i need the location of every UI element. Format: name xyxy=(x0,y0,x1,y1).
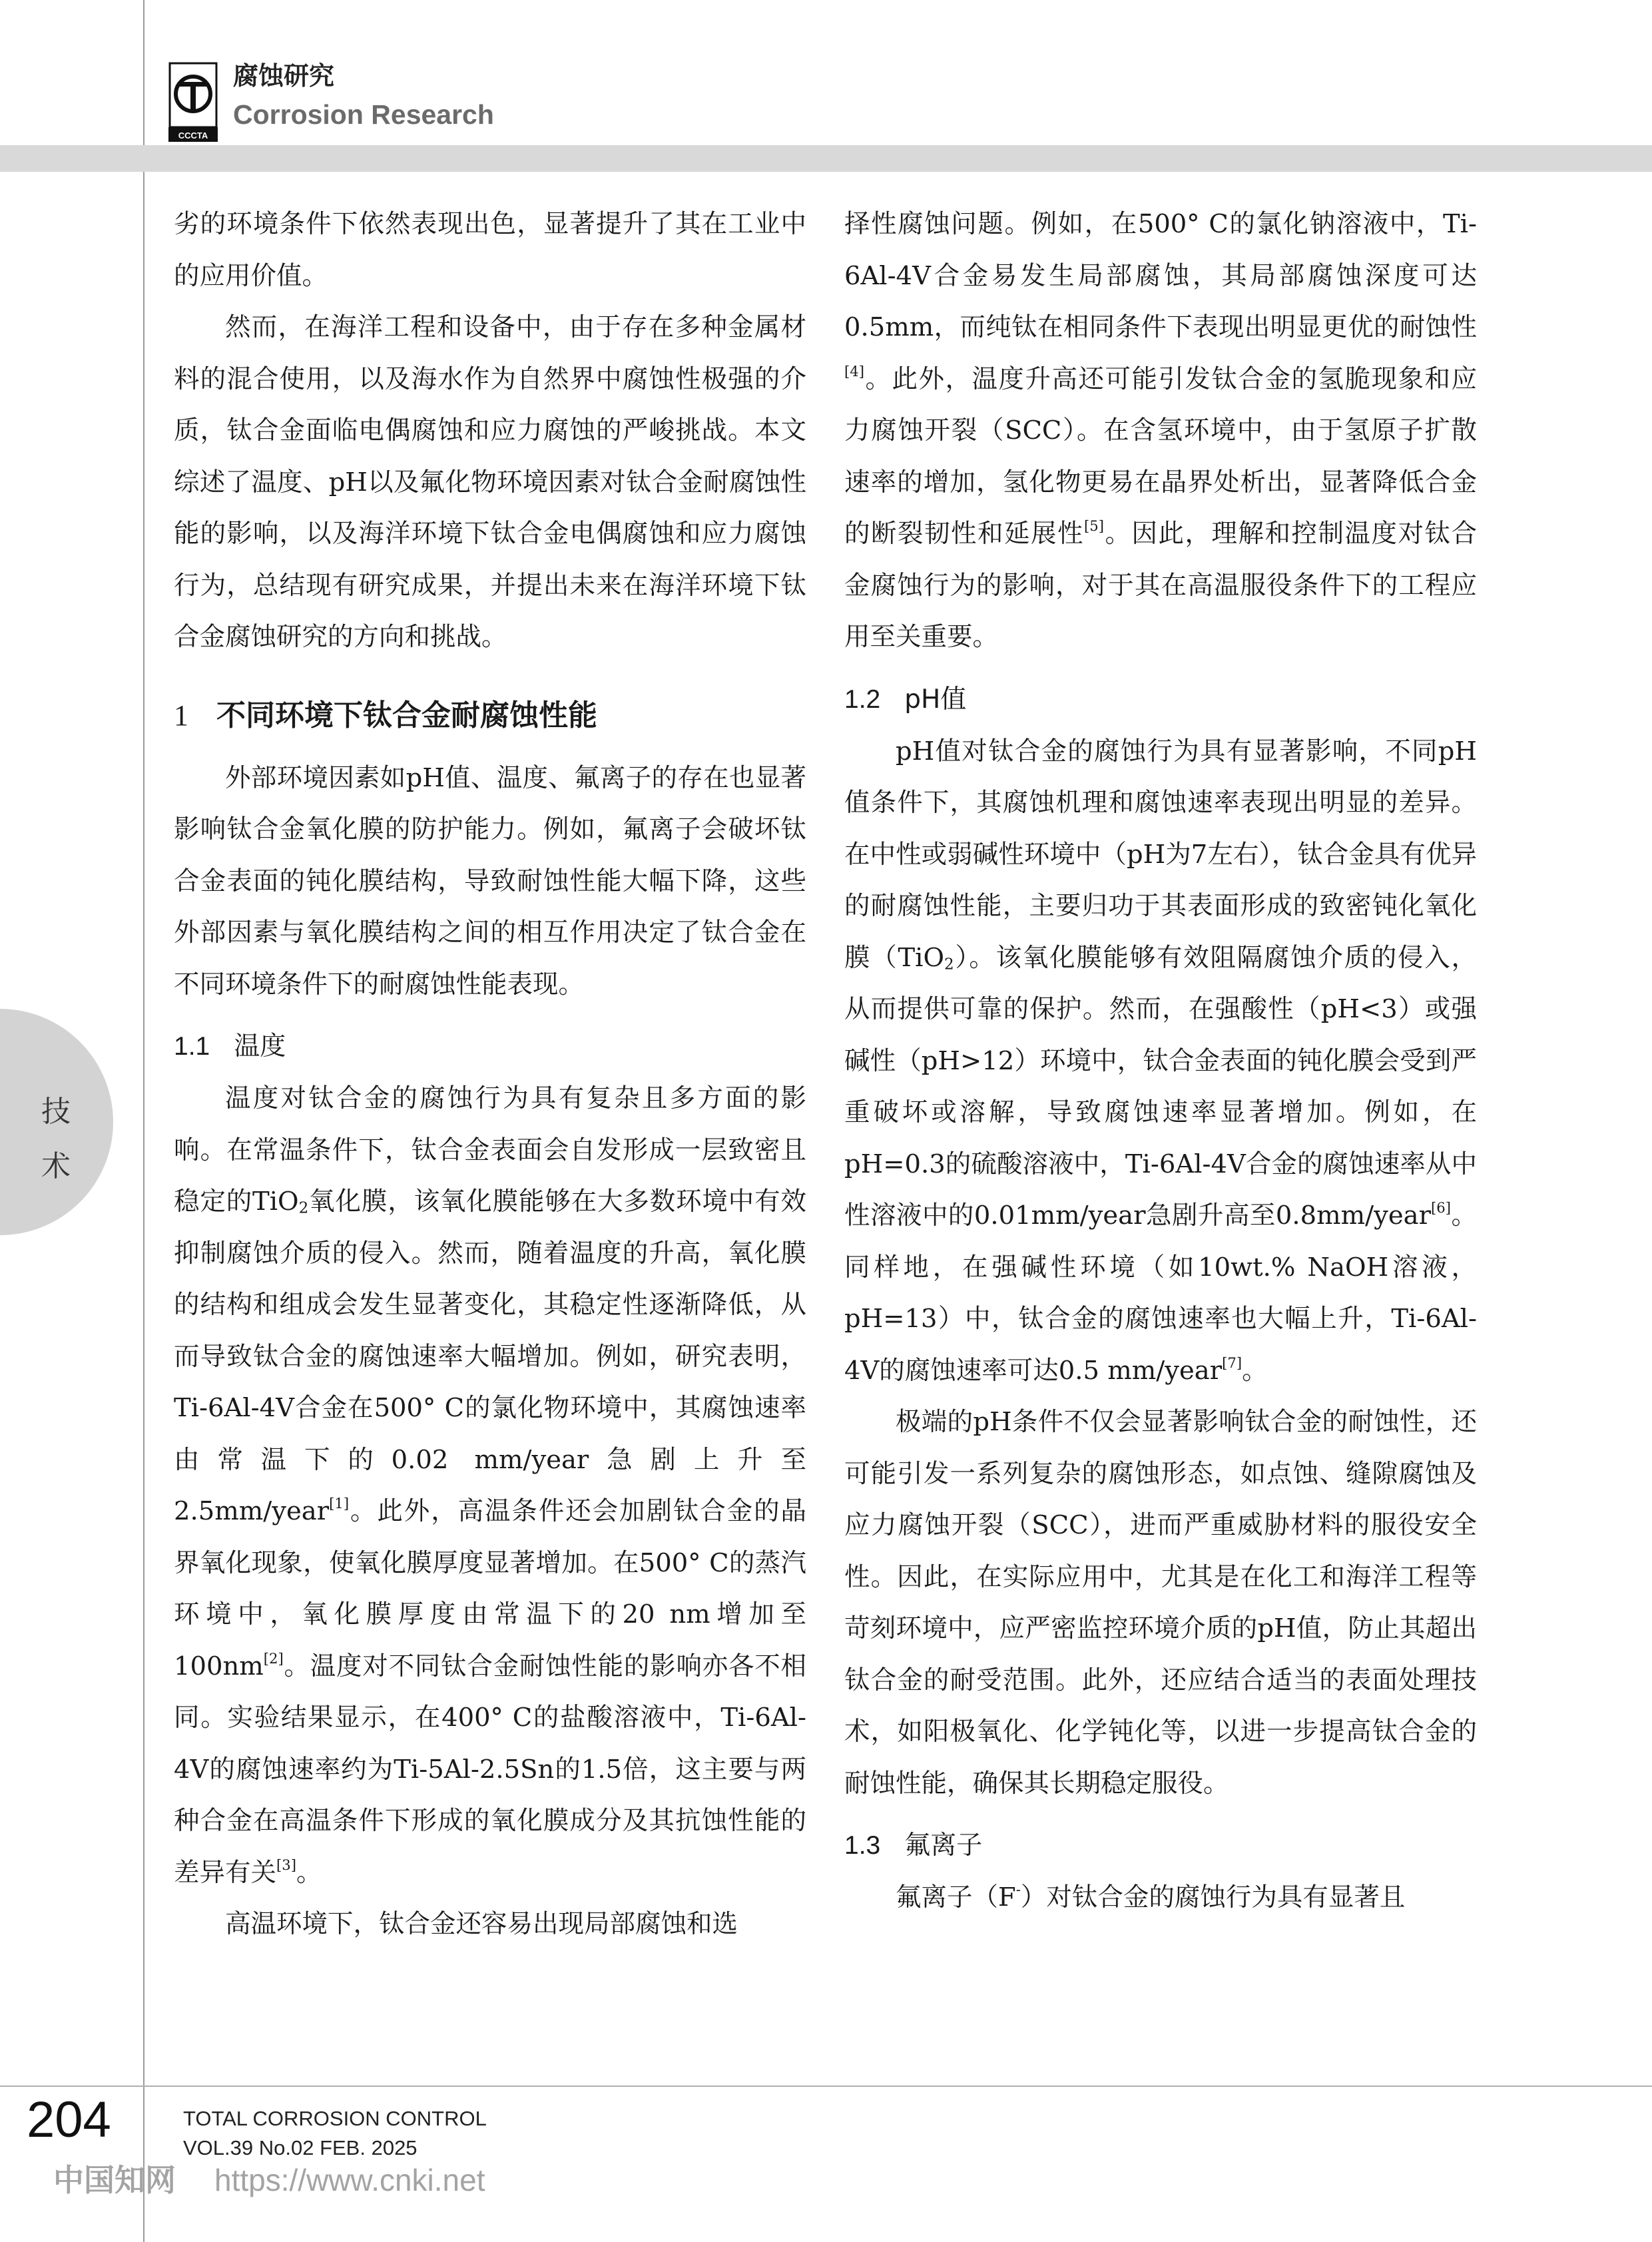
logo-caption xyxy=(168,129,218,142)
footer-rule xyxy=(0,2086,1652,2087)
right-column xyxy=(844,198,1477,1924)
section-number: 1.2 xyxy=(844,685,881,714)
left-margin-rule xyxy=(143,0,144,2242)
paragraph: 然而，在海洋工程和设备中，由于存在多种金属材料的混合使用，以及海水作为自然界中腐蚀性极强的介质，钛合金面临电偶腐蚀和应力腐蚀的严峻挑战。本文综述了温度、pH以及氟化物环境因素对钛合金耐腐蚀性能的影响，以及海洋环境下钛合金电偶腐蚀和应力腐蚀行为，总结现有研究成果，并提出未来在海洋环境下钛合金腐蚀研究的方向和挑战。 xyxy=(174,312,806,652)
section-number: 1.1 xyxy=(174,1032,210,1061)
paragraph: 极端的pH条件不仅会显著影响钛合金的耐蚀性，还可能引发一系列复杂的腐蚀形态，如点蚀、缝隙腐蚀及应力腐蚀开裂（SCC），进而严重威胁材料的服役安全性。因此，在实际应用中，尤其是在化工和海洋工程等苛刻环境中，应严密监控环境介质的pH值，防止其超出钛合金的耐受范围。此外，还应结合适当的表面处理技术，如阳极氧化、化学钝化等，以进一步提高钛合金的耐蚀性能，确保其长期稳定服役。 xyxy=(844,1407,1477,1799)
left-column xyxy=(174,198,806,1950)
section-number: 1.3 xyxy=(844,1831,881,1860)
journal-section-title-en: Corrosion Research xyxy=(233,99,494,130)
svg-text:CCCTA: CCCTA xyxy=(178,131,208,140)
journal-info xyxy=(183,2104,487,2163)
section-heading-1-3 xyxy=(844,1822,1477,1869)
journal-section-title-cn: 腐蚀研究 xyxy=(233,61,335,91)
citation: [2] xyxy=(263,1649,284,1667)
page-number: 204 xyxy=(27,2092,111,2148)
paragraph: 氟离子（F-）对钛合金的腐蚀行为具有显著且 xyxy=(896,1881,1406,1912)
paragraph: 择性腐蚀问题。例如，在500° C的氯化钠溶液中，Ti-6Al-4V合金易发生局部腐蚀，其局部腐蚀深度可达0.5mm，而纯钛在相同条件下表现出明显更优的耐蚀性[4]。此外，温度升高还可能引发钛合金的氢脆现象和应力腐蚀开裂（SCC）。在含氢环境中，由于氢原子扩散速率的增加，氢化物更易在晶界处析出，显著降低合金的断裂韧性和延展性[5]。因此，理解和控制温度对钛合金腐蚀行为的影响，对于其在高温服役条件下的工程应用至关重要。 xyxy=(844,209,1477,652)
citation: [6] xyxy=(1431,1199,1451,1217)
section-heading-1-2 xyxy=(844,677,1477,723)
paragraph: 外部环境因素如pH值、温度、氟离子的存在也显著影响钛合金氧化膜的防护能力。例如，氟离子会破坏钛合金表面的钝化膜结构，导致耐蚀性能大幅下降，这些外部因素与氧化膜结构之间的相互作用决定了钛合金在不同环境条件下的耐腐蚀性能表现。 xyxy=(174,762,806,999)
cnki-watermark xyxy=(53,2156,485,2200)
citation: [7] xyxy=(1222,1354,1242,1371)
citation: [1] xyxy=(329,1495,350,1512)
section-title: pH值 xyxy=(904,684,967,714)
section-title: 不同环境下钛合金耐腐蚀性能 xyxy=(216,698,597,732)
header-band xyxy=(0,145,1652,172)
paragraph: 温度对钛合金的腐蚀行为具有复杂且多方面的影响。在常温条件下，钛合金表面会自发形成一层致密且稳定的TiO$_2$氧化膜，该氧化膜能够在大多数环境中有效抑制腐蚀介质的侵入。然而，随着温度的升高，氧化膜的结构和组成会发生显著变化，其稳定性逐渐降低，从而导致钛合金的腐蚀速率大幅增加。例如，研究表明，Ti-6Al-4V合金在500° C的氯化物环境中，其腐蚀速率由常温下的0.02 mm/year急剧上升至2.5mm/year[1]。此外，高温条件还会加剧钛合金的晶界氧化现象，使氧化膜厚度显著增加。在500° C的蒸汽环境中，氧化膜厚度由常温下的20 nm增加至100nm[2]。温度对不同钛合金耐蚀性能的影响亦各不相同。实验结果显示，在400° C的盐酸溶液中，Ti-6Al-4V的腐蚀速率约为Ti-5Al-2.5Sn的1.5倍，这主要与两种合金在高温条件下形成的氧化膜成分及其抗蚀性能的差异有关[3]。 xyxy=(174,1083,806,1888)
side-tab-label: 技 术 xyxy=(41,1095,71,1183)
citation: [3] xyxy=(276,1856,296,1873)
paragraph: 高温环境下，钛合金还容易出现局部腐蚀和选 xyxy=(225,1909,738,1939)
paragraph: 劣的环境条件下依然表现出色，显著提升了其在工业中的应用价值。 xyxy=(174,209,806,291)
section-number: 1 xyxy=(174,699,188,732)
section-title: 温度 xyxy=(234,1031,286,1061)
citation: [5] xyxy=(1084,517,1104,535)
section-heading-1 xyxy=(174,693,806,739)
section-heading-1-1 xyxy=(174,1023,806,1070)
section-title: 氟离子 xyxy=(904,1830,983,1860)
journal-issue: VOL.39 No.02 FEB. 2025 xyxy=(183,2136,417,2159)
watermark-url[interactable]: https://www.cnki.net xyxy=(214,2163,485,2197)
citation: [4] xyxy=(844,362,864,380)
paragraph: pH值对钛合金的腐蚀行为具有显著影响，不同pH值条件下，其腐蚀机理和腐蚀速率表现出明显的差异。在中性或弱碱性环境中（pH为7左右），钛合金具有优异的耐腐蚀性能，主要归功于其表面形成的致密钝化氧化膜（TiO$_2$）。该氧化膜能够有效阻隔腐蚀介质的侵入，从而提供可靠的保护。然而，在强酸性（pH<3）或强碱性（pH>12）环境中，钛合金表面的钝化膜会受到严重破坏或溶解，导致腐蚀速率显著增加。例如，在pH=0.3的硫酸溶液中，Ti-6Al-4V合金的腐蚀速率从中性溶液中的0.01mm/year急剧升高至0.8mm/year[6]。同样地，在强碱性环境（如10wt.% NaOH溶液，pH=13）中，钛合金的腐蚀速率也大幅上升，Ti-6Al-4V的腐蚀速率可达0.5 mm/year[7]。 xyxy=(844,736,1477,1386)
journal-name: TOTAL CORROSION CONTROL xyxy=(183,2107,487,2130)
watermark-cn: 中国知网 xyxy=(53,2162,176,2198)
